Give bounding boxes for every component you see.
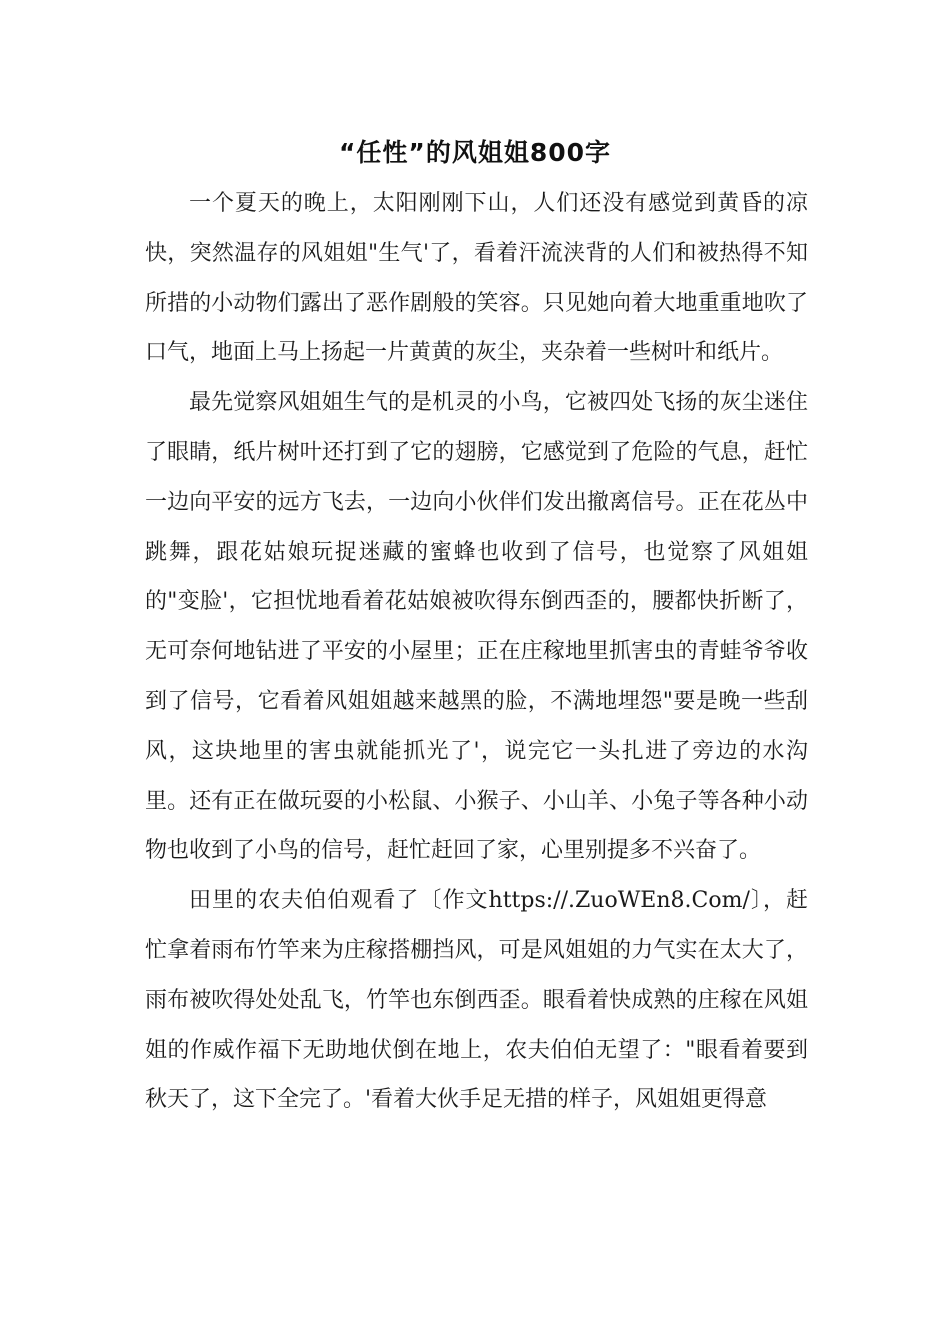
paragraph-2: 最先觉察风姐姐生气的是机灵的小鸟，它被四处飞扬的灰尘迷住了眼睛，纸片树叶还打到了它的翅膀，它感觉到了危险的气息，赶忙一边向平安的远方飞去，一边向小伙伴们发出撤离信号。正在花丛中跳舞，跟花姑娘玩捉迷藏的蜜蜂也收到了信号，也觉察了风姐姐的"变脸'，它担忧地看着花姑娘被吹得东倒西歪的，腰都快折断了，无可奈何地钻进了平安的小屋里；正在庄稼地里抓害虫的青蛙爷爷收到了信号，它看着风姐姐越来越黑的脸，不满地埋怨"要是晚一些刮风，这块地里的害虫就能抓光了'，说完它一头扎进了旁边的水沟里。还有正在做玩耍的小松鼠、小猴子、小山羊、小兔子等各种小动物也收到了小鸟的信号，赶忙赶回了家，心里别提多不兴奋了。	[145, 390, 808, 864]
paragraph-1: 一个夏天的晚上，太阳刚刚下山，人们还没有感觉到黄昏的凉快，突然温存的风姐姐"生气'了，看着汗流浃背的人们和被热得不知所措的小动物们露出了恶作剧般的笑容。只见她向着大地重重地吹了口气，地面上马上扬起一片黄黄的灰尘，夹杂着一些树叶和纸片。	[145, 191, 808, 366]
paragraph-3: 田里的农夫伯伯观看了〔作文https://.ZuoWEn8.Com/〕，赶忙拿着雨布竹竿来为庄稼搭棚挡风，可是风姐姐的力气实在太大了，雨布被吹得处处乱飞，竹竿也东倒西歪。眼看着快成熟的庄稼在风姐姐的作威作福下无助地伏倒在地上，农夫伯伯无望了："眼看着要到秋天了，这下全完了。'看着大伙手足无措的样子，风姐姐更得意	[145, 888, 808, 1113]
page-title: “任性”的风姐姐800字	[338, 138, 612, 167]
article-body	[145, 179, 808, 1125]
